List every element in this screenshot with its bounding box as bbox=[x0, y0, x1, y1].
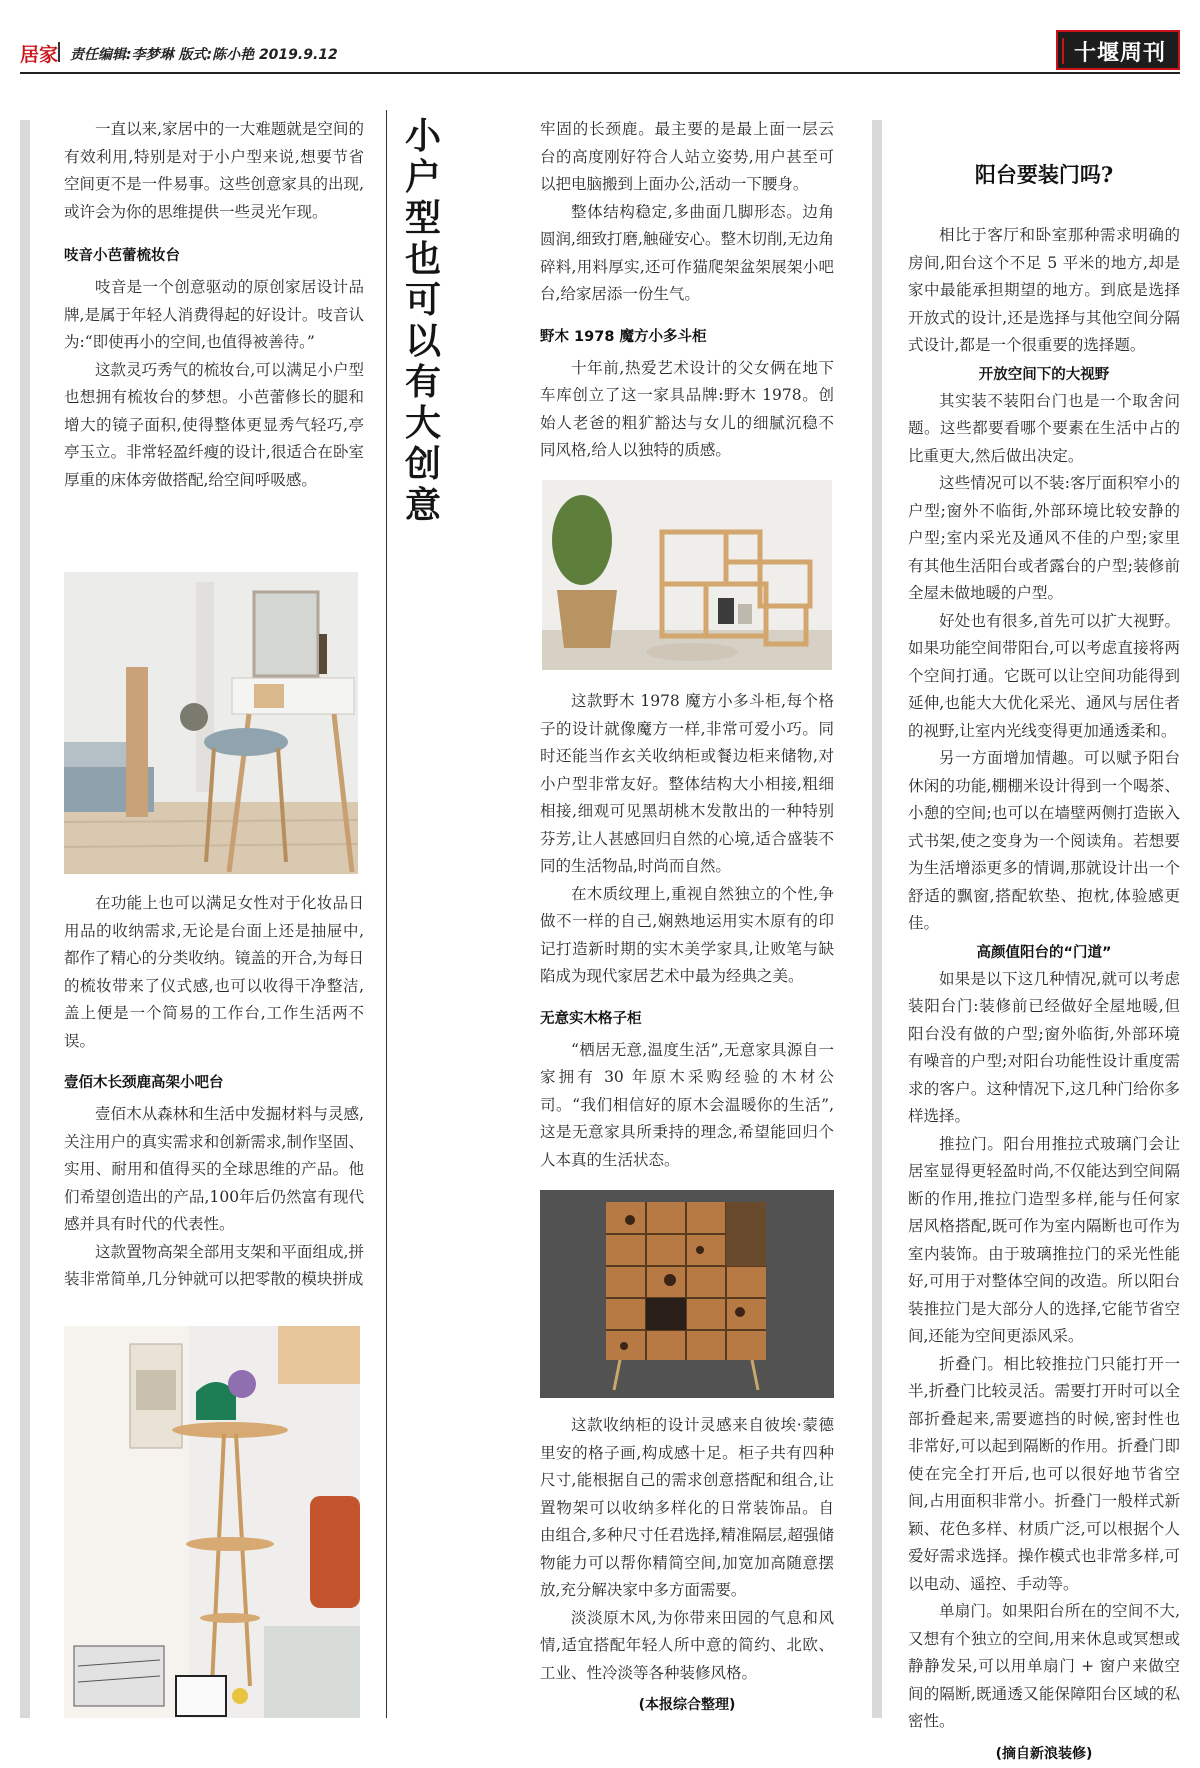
column-1 bbox=[64, 116, 364, 494]
paragraph: 好处也有很多,首先可以扩大视野。如果功能空间带阳台,可以考虑直接将两个空间打通。它既可以让空间功能得到延伸,也能大大优化采光、通风与居住者的视野,让室内光线变得更加通透柔和。 bbox=[908, 608, 1180, 746]
newspaper-logo bbox=[1056, 30, 1180, 70]
subheading-balcony-door: 高颜值阳台的“门道” bbox=[908, 940, 1180, 966]
paragraph: 推拉门。阳台用推拉式玻璃门会让居室显得更轻盈时尚,不仅能达到空间隔断的作用,推拉门造型多样,能与任何家居风格搭配,既可作为室内隔断也可作为室内装饰。由于玻璃推拉门的采光性能好,可用于对整体空间的改造。所以阳台装推拉门是大部分人的选择,它能节省空间,还能为空间更添风采。 bbox=[908, 1131, 1180, 1351]
paragraph: 整体结构稳定,多曲面几脚形态。边角圆润,细致打磨,触碰安心。整木切削,无边角碎料,用料厚实,还可作猫爬架盆架展架小吧台,给家居添一份生气。 bbox=[540, 199, 834, 309]
section-heading-grid-cabinet: 无意实木格子柜 bbox=[540, 1007, 834, 1031]
column-1-lower bbox=[64, 890, 364, 1294]
paragraph: 单扇门。如果阳台所在的空间不大,又想有个独立的空间,用来休息或冥想或静静发呆,可以用单扇门 + 窗户来做空间的隔断,既通透又能保障阳台区域的私密性。 bbox=[908, 1598, 1180, 1736]
bar-stand-photo bbox=[64, 1326, 360, 1718]
cube-shelf-image bbox=[542, 480, 832, 670]
section-heading-bar: 壹佰木长颈鹿高架小吧台 bbox=[64, 1071, 364, 1095]
balcony-heading: 阳台要装门吗? bbox=[908, 160, 1180, 190]
editor-credits: 责任编辑:李梦琳 版式:陈小艳 2019.9.12 bbox=[70, 44, 338, 64]
paragraph: 这款灵巧秀气的梳妆台,可以满足小户型也想拥有梳妆台的梦想。小芭蕾修长的腿和增大的镜子面积,使得整体更显秀气轻巧,亭亭玉立。非常轻盈纤瘦的设计,很适合在卧室厚重的床体旁做搭配,给空间呼吸感。 bbox=[64, 357, 364, 495]
grid-cabinet-photo bbox=[540, 1190, 834, 1398]
paragraph: 淡淡原木风,为你带来田园的气息和风情,适宜搭配年轻人所中意的简约、北欧、工业、性冷淡等各种装修风格。 bbox=[540, 1605, 834, 1688]
page-header bbox=[0, 0, 1200, 80]
cube-shelf-photo bbox=[542, 480, 832, 670]
logo-mark-icon bbox=[1062, 38, 1072, 64]
paragraph: 这款收纳柜的设计灵感来自彼埃·蒙德里安的格子画,构成感十足。柜子共有四种尺寸,能根据自己的需求创意搭配和组合,让置物架可以收纳多样化的日常装饰品。自由组合,多种尺寸任君选择,精准隔层,超强储物能力可以帮你精简空间,加宽加高随意摆放,充分解决家中多方面需要。 bbox=[540, 1412, 834, 1605]
header-divider bbox=[58, 42, 60, 62]
bar-stand-image bbox=[64, 1326, 360, 1718]
paragraph: 折叠门。相比较推拉门只能打开一半,折叠门比较灵活。需要打开时可以全部折叠起来,需要遮挡的时候,密封性也非常好,可以起到隔断的作用。折叠门即使在完全打开后,也可以很好地节省空间,占用面积非常小。折叠门一般样式新颖、花色多样、材质广泛,可以根据个人爱好需求选择。操作模式也非常多样,可以电动、遥控、手动等。 bbox=[908, 1351, 1180, 1599]
right-gray-rule bbox=[872, 120, 882, 1718]
column-2-middle bbox=[540, 688, 834, 1174]
credit-line bbox=[540, 1691, 834, 1720]
paragraph: 其实装不装阳台门也是一个取舍问题。这些都要看哪个要素在生活中占的比重更大,然后做出决定。 bbox=[908, 388, 1180, 471]
paragraph: 这些情况可以不装:客厅面积窄小的户型;窗外不临街,外部环境比较安静的户型;室内采光及通风不佳的户型;家里有其他生活阳台或者露台的户型;装修前全屋未做地暖的户型。 bbox=[908, 470, 1180, 608]
column-2-lower bbox=[540, 1412, 834, 1720]
dressing-table-image bbox=[64, 572, 358, 874]
left-gray-rule bbox=[20, 120, 30, 1718]
paragraph: 相比于客厅和卧室那种需求明确的房间,阳台这个不足 5 平米的地方,却是家中最能承担期望的地方。到底是选择开放式的设计,还是选择与其他空间分隔式设计,都是一个很重要的选择题。 bbox=[908, 222, 1180, 360]
paragraph: 在功能上也可以满足女性对于化妆品日用品的收纳需求,无论是台面上还是抽屉中,都作了精心的分类收纳。镜盖的开合,为每日的梳妆带来了仪式感,也可以收得干净整洁,盖上便是一个简易的工作台,工作生活两不误。 bbox=[64, 890, 364, 1055]
paragraph: 十年前,热爱艺术设计的父女俩在地下车库创立了这一家具品牌:野木 1978。创始人老爸的粗犷豁达与女儿的细腻沉稳不同风格,给人以独特的质感。 bbox=[540, 355, 834, 465]
column-2 bbox=[540, 116, 834, 465]
paragraph: 吱音是一个创意驱动的原创家居设计品牌,是属于年轻人消费得起的好设计。吱音认为:“即使再小的空间,也值得被善待。” bbox=[64, 274, 364, 357]
intro-paragraph: 一直以来,家居中的一大难题就是空间的有效利用,特别是对于小户型来说,想要节省空间更不是一件易事。这些创意家具的出现,或许会为你的思维提供一些灵光乍现。 bbox=[64, 116, 364, 226]
source-credit: (摘自新浪装修) bbox=[996, 1746, 1093, 1762]
paragraph: “栖居无意,温度生活”,无意家具源自一家拥有 30 年原木采购经验的木材公司。“我们相信好的原木会温暖你的生活”,这是无意家具所秉持的理念,希望能回归个人本真的生活状态。 bbox=[540, 1037, 834, 1175]
dressing-table-photo bbox=[64, 572, 358, 874]
section-heading-cube-cabinet: 野木 1978 魔方小多斗柜 bbox=[540, 325, 834, 349]
column-3 bbox=[908, 160, 1180, 1768]
grid-cabinet-image bbox=[540, 1190, 834, 1398]
paragraph: 在木质纹理上,重视自然独立的个性,争做不一样的自己,娴熟地运用实木原有的印记打造新时期的实木美学家具,让败笔与缺陷成为现代家居艺术中最为经典之美。 bbox=[540, 881, 834, 991]
article-title: 小户型也可以有大创意 bbox=[398, 116, 448, 526]
paragraph: 如果是以下这几种情况,就可以考虑装阳台门:装修前已经做好全屋地暖,但阳台没有做的户型;窗外临街,外部环境有噪音的户型;对阳台功能性设计重度需求的客户。这种情况下,这几种门给你多样选择。 bbox=[908, 966, 1180, 1131]
paragraph: 这款野木 1978 魔方小多斗柜,每个格子的设计就像魔方一样,非常可爱小巧。同时还能当作玄关收纳柜或餐边柜来储物,对小户型非常友好。整体结构大小相接,粗细相接,细观可见黑胡桃木发散出的一种特别芬芳,让人甚感回归自然的心境,适合盛装不同的生活物品,时尚而自然。 bbox=[540, 688, 834, 881]
credit-line bbox=[908, 1740, 1180, 1768]
column-divider bbox=[386, 110, 387, 1718]
section-label: 居家 bbox=[20, 40, 58, 67]
continued-paragraph: 牢固的长颈鹿。最主要的是最上面一层云台的高度刚好符合人站立姿势,用户甚至可以把电脑搬到上面办公,活动一下腰身。 bbox=[540, 116, 834, 199]
subheading-open-space: 开放空间下的大视野 bbox=[908, 362, 1180, 388]
paragraph: 壹佰木从森林和生活中发掘材料与灵感,关注用户的真实需求和创新需求,制作坚固、实用、耐用和值得买的全球思维的产品。他们希望创造出的产品,100年后仍然富有现代感并具有时代的代表性。 bbox=[64, 1101, 364, 1239]
header-rule bbox=[20, 72, 1180, 74]
source-credit: (本报综合整理) bbox=[639, 1697, 736, 1713]
section-heading-dresser: 吱音小芭蕾梳妆台 bbox=[64, 244, 364, 268]
paragraph: 这款置物高架全部用支架和平面组成,拼装非常简单,几分钟就可以把零散的模块拼成 bbox=[64, 1239, 364, 1294]
logo-text: 十堰周刊 bbox=[1074, 36, 1166, 67]
paragraph: 另一方面增加情趣。可以赋予阳台休闲的功能,棚棚米设计得到一个喝茶、小憩的空间;也可以在墙壁两侧打造嵌入式书架,使之变身为一个阅读角。若想要为生活增添更多的情调,那就设计出一个舒适的飘窗,搭配软垫、抱枕,体验感更佳。 bbox=[908, 745, 1180, 938]
